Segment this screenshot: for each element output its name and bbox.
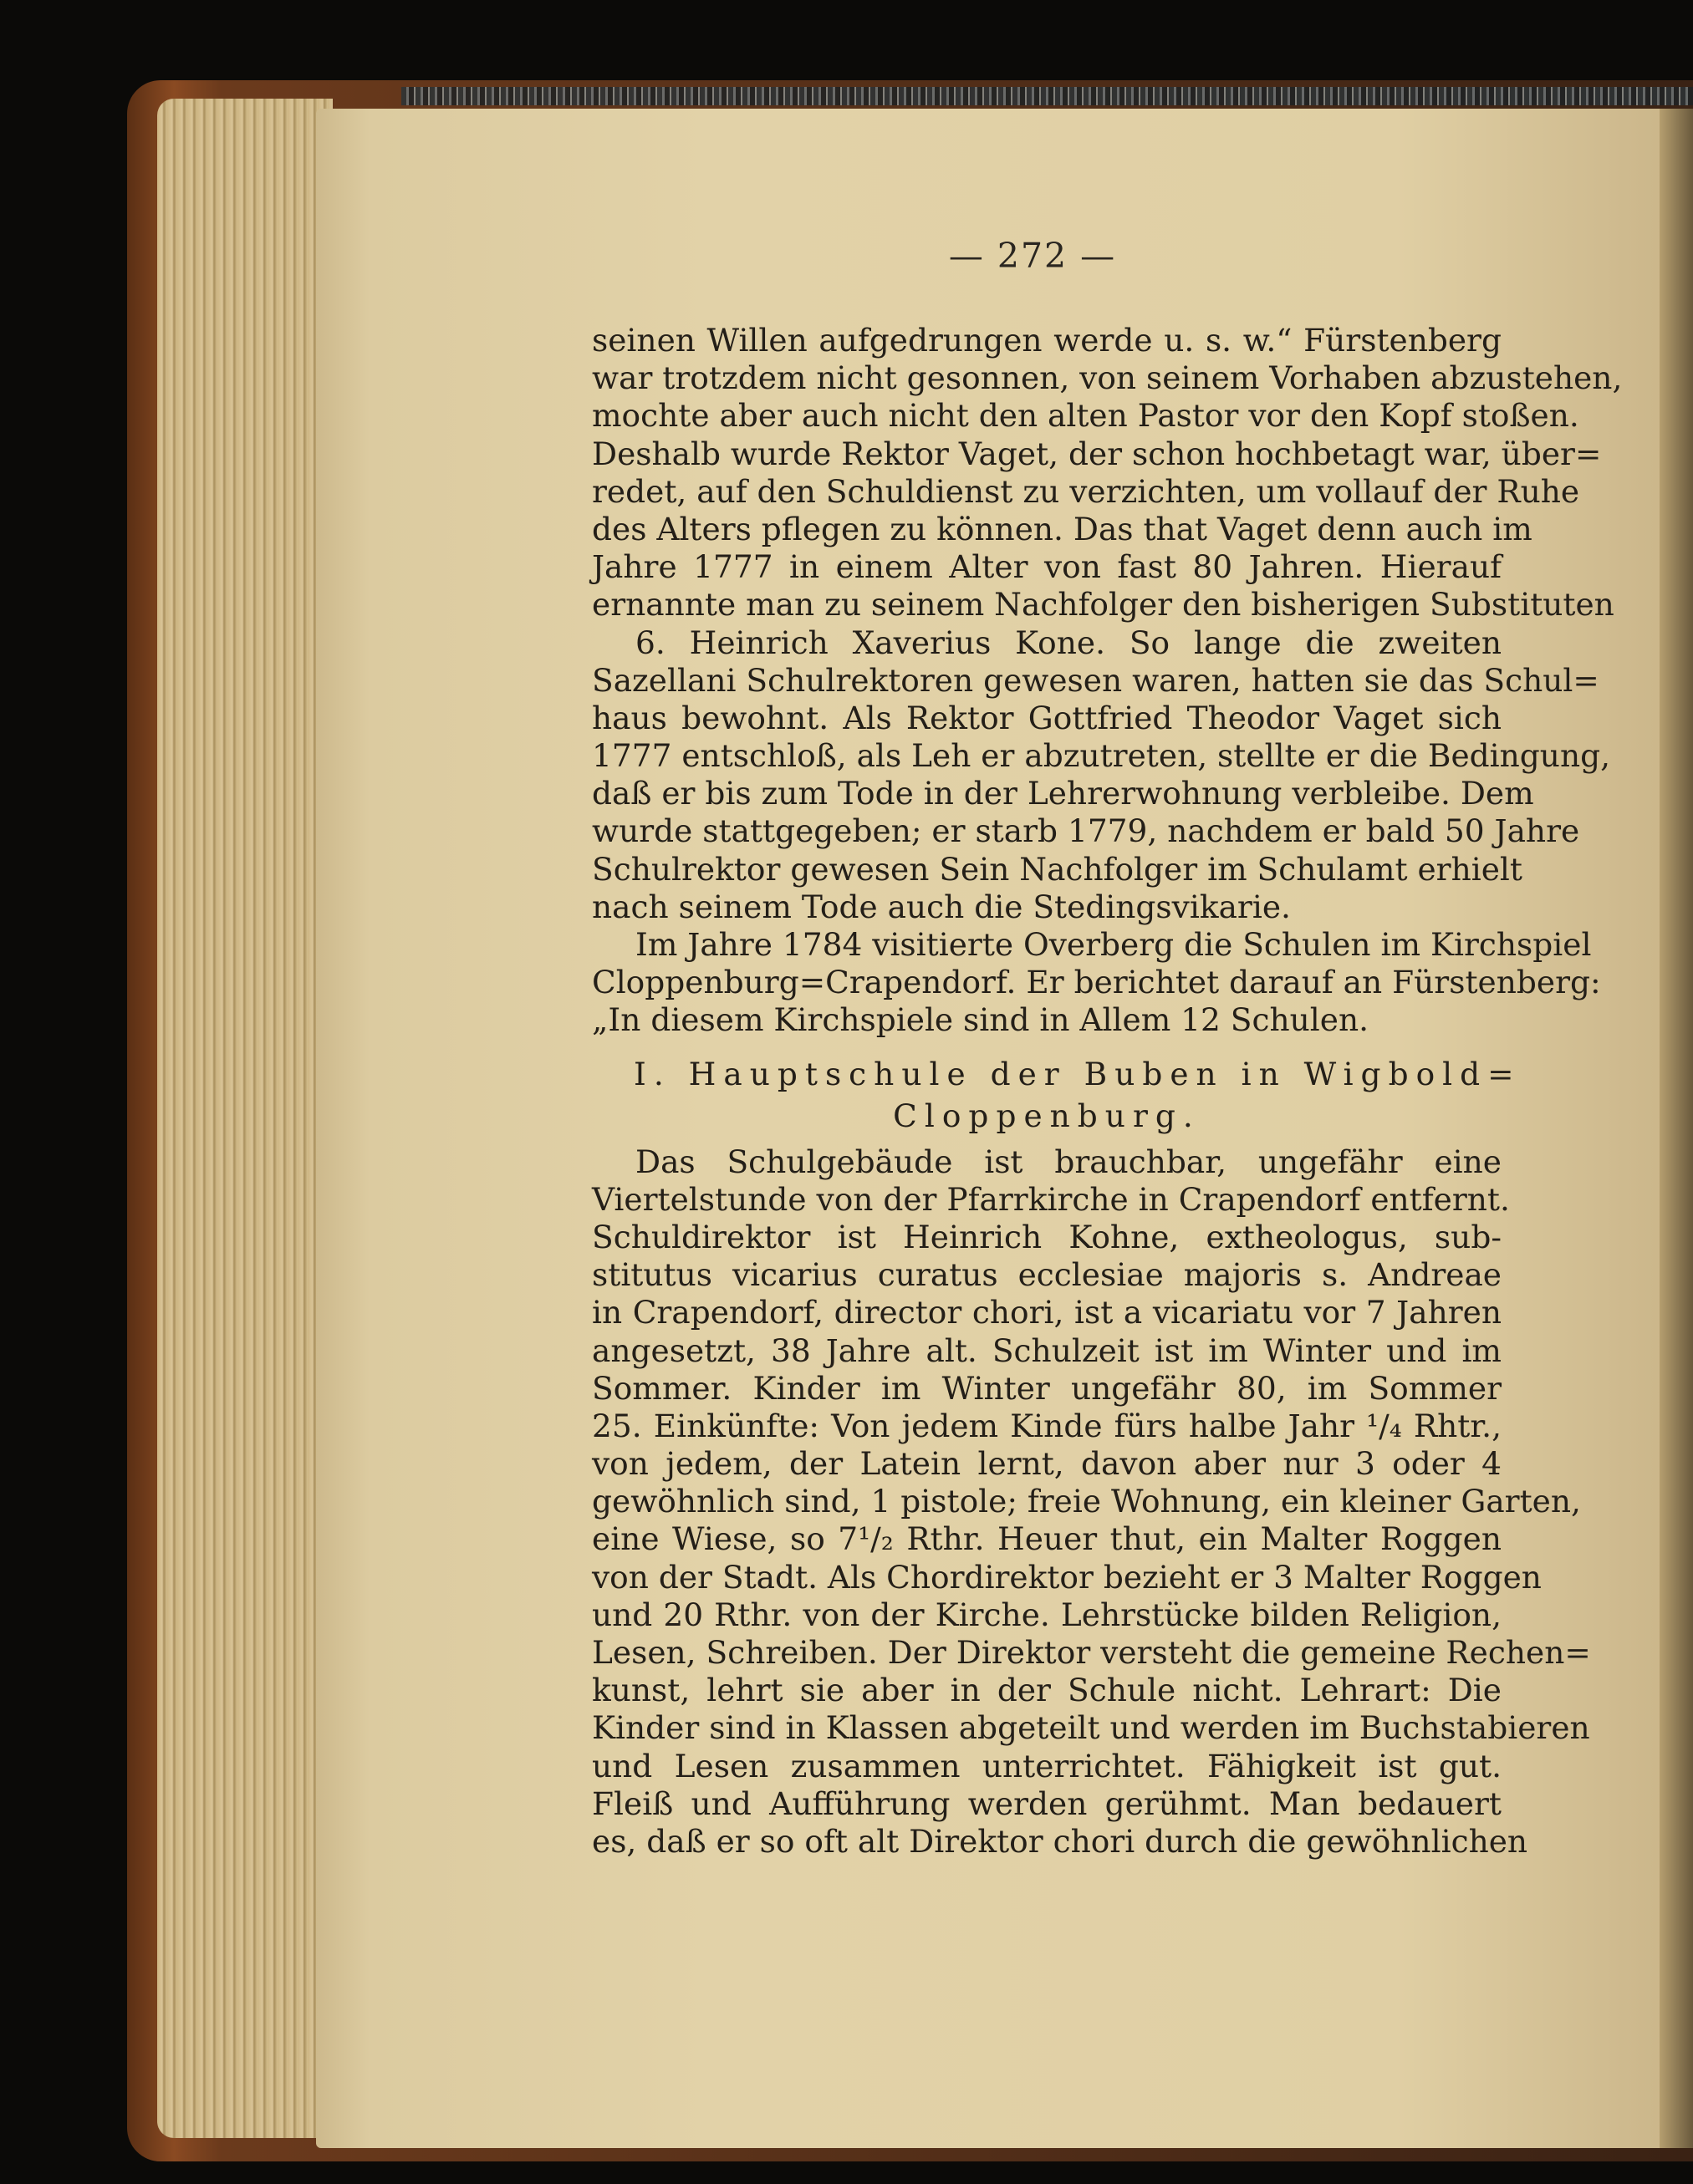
- text-line: Sazellani Schulrektoren gewesen waren, hatten sie das Schul=: [592, 661, 1599, 699]
- text-line: seinen Willen aufgedrungen werde u. s. w.“ Fürstenberg: [592, 322, 1502, 359]
- text-line: redet, auf den Schuldienst zu verzichten, um vollauf der Ruhe: [592, 472, 1580, 510]
- text-line: mochte aber auch nicht den alten Pastor vor den Kopf stoßen.: [592, 397, 1579, 435]
- text-line: Schulrektor gewesen Sein Nachfolger im Schulamt erhielt: [592, 850, 1522, 888]
- text-line: Jahre 1777 in einem Alter von fast 80 Jahren. Hierauf: [592, 548, 1502, 586]
- text-line: Schuldirektor ist Heinrich Kohne, extheologus, sub-: [592, 1218, 1502, 1255]
- page-text: [592, 322, 1623, 1861]
- text-line: Lesen, Schreiben. Der Direktor versteht die gemeine Rechen=: [592, 1634, 1591, 1671]
- text-line: Viertelstunde von der Pfarrkirche in Crapendorf entfernt.: [592, 1180, 1510, 1218]
- text-line: stitutus vicarius curatus ecclesiae majoris s. Andreae: [592, 1256, 1502, 1294]
- text-line: von der Stadt. Als Chordirektor bezieht er 3 Malter Roggen: [592, 1558, 1542, 1596]
- text-line: eine Wiese, so 7¹/₂ Rthr. Heuer thut, ein Malter Roggen: [592, 1520, 1502, 1558]
- text-line: haus bewohnt. Als Rektor Gottfried Theodor Vaget sich: [592, 699, 1502, 736]
- text-line: 6. Heinrich Xaverius Kone. So lange die zweiten: [635, 624, 1502, 661]
- text-line: 25. Einkünfte: Von jedem Kinde fürs halbe Jahr ¹/₄ Rhtr.,: [592, 1407, 1502, 1444]
- text-line: und 20 Rthr. von der Kirche. Lehrstücke bilden Religion,: [592, 1596, 1502, 1633]
- text-line: angesetzt, 38 Jahre alt. Schulzeit ist im Winter und im: [592, 1331, 1502, 1369]
- text-line: daß er bis zum Tode in der Lehrerwohnung verbleibe. Dem: [592, 775, 1534, 812]
- text-line: es, daß er so oft alt Direktor chori durch die gewöhnlichen: [592, 1822, 1528, 1860]
- text-line: des Alters pflegen zu können. Das that Vaget denn auch im: [592, 510, 1532, 547]
- page-edges: [157, 99, 333, 2138]
- text-line: gewöhnlich sind, 1 pistole; freie Wohnung, ein kleiner Garten,: [592, 1483, 1581, 1520]
- text-line: Sommer. Kinder im Winter ungefähr 80, im Sommer: [592, 1369, 1502, 1407]
- text-line: kunst, lehrt sie aber in der Schule nicht. Lehrart: Die: [592, 1672, 1502, 1709]
- text-line: „In diesem Kirchspiele sind in Allem 12 Schulen.: [592, 1001, 1369, 1039]
- text-line: Das Schulgebäude ist brauchbar, ungefähr eine: [635, 1143, 1502, 1180]
- section-heading: I. Hauptschule der Buben in Wigbold=: [634, 1055, 1522, 1092]
- text-line: 1777 entschloß, als Leh er abzutreten, stellte er die Bedingung,: [592, 737, 1611, 775]
- text-line: wurde stattgegeben; er starb 1779, nachdem er bald 50 Jahre: [592, 812, 1580, 850]
- page-number: — 272 —: [948, 236, 1117, 276]
- text-line: Cloppenburg=Crapendorf. Er berichtet darauf an Fürstenberg:: [592, 964, 1601, 1001]
- text-line: Kinder sind in Klassen abgeteilt und werden im Buchstabieren: [592, 1709, 1590, 1747]
- text-line: Im Jahre 1784 visitierte Overberg die Schulen im Kirchspiel: [635, 926, 1592, 963]
- text-line: und Lesen zusammen unterrichtet. Fähigkeit ist gut.: [592, 1747, 1502, 1784]
- text-line: von jedem, der Latein lernt, davon aber nur 3 oder 4: [592, 1445, 1502, 1483]
- section-heading-continuation: Cloppenburg.: [893, 1097, 1201, 1134]
- text-line: war trotzdem nicht gesonnen, von seinem Vorhaben abzustehen,: [592, 359, 1623, 397]
- book-gutter: [1660, 109, 1693, 2148]
- text-line: in Crapendorf, director chori, ist a vicariatu vor 7 Jahren: [592, 1294, 1502, 1331]
- book-top-edge: [401, 87, 1693, 105]
- text-line: Deshalb wurde Rektor Vaget, der schon hochbetagt war, über=: [592, 435, 1602, 472]
- text-line: ernannte man zu seinem Nachfolger den bisherigen Substituten: [592, 586, 1614, 624]
- text-line: nach seinem Tode auch die Stedingsvikarie.: [592, 888, 1291, 925]
- text-line: Fleiß und Aufführung werden gerühmt. Man bedauert: [592, 1784, 1502, 1822]
